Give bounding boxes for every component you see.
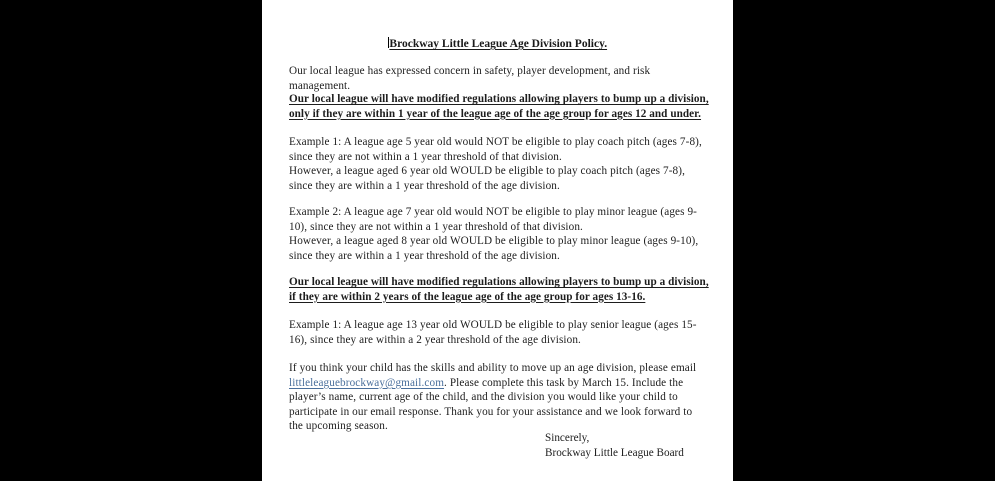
paragraph-example-2: [289, 205, 709, 263]
email-instructions-suffix: . Please complete this task by March 15. Include the player’s name, current age of the child, and the division you would like your child to participate in our email response. Thank you for your assistance and we look forward to the upcoming season.: [289, 376, 693, 433]
example-3-text: Example 1: A league age 13 year old WOULD be eligible to play senior league (ages 15-16), since they are within a 2 year threshold of the age division.: [289, 319, 697, 346]
paragraph-rule-13-to-16: [289, 275, 709, 304]
signature-sender: Brockway Little League Board: [545, 446, 684, 459]
document-page-content: [262, 0, 733, 481]
paragraph-rule-13-to-16-text: Our local league will have modified regulations allowing players to bump up a division, if they are within 2 years of the league age of the age group for ages 13-16.: [289, 276, 709, 303]
example-1-line-1: Example 1: A league age 5 year old would NOT be eligible to play coach pitch (ages 7-8), since they are not within a 1 year threshold of that division.: [289, 136, 702, 163]
paragraph-example-1: [289, 135, 709, 193]
paragraph-email-instructions: [289, 361, 709, 434]
document-title-text: Brockway Little League Age Division Policy.: [389, 38, 608, 50]
signature-closing: Sincerely,: [545, 432, 590, 444]
paragraph-example-3: [289, 318, 709, 347]
paragraph-intro: [289, 64, 709, 93]
signature-block: [545, 431, 684, 460]
example-2-line-1: Example 2: A league age 7 year old would NOT be eligible to play minor league (ages 9-10), since they are not within a 1 year threshold of that division.: [289, 206, 698, 233]
paragraph-intro-text: Our local league has expressed concern in safety, player development, and risk management.: [289, 65, 651, 92]
email-link[interactable]: littleleaguebrockway@gmail.com: [289, 376, 445, 389]
paragraph-rule-12-and-under: [289, 92, 709, 121]
example-2-line-2: However, a league aged 8 year old WOULD be eligible to play minor league (ages 9-10), since they are within a 1 year threshold of the age division.: [289, 235, 699, 262]
document-page: [262, 0, 733, 481]
document-title: [289, 37, 706, 51]
email-instructions-prefix: If you think your child has the skills and ability to move up an age division, please email: [289, 362, 697, 374]
paragraph-rule-12-and-under-text: Our local league will have modified regulations allowing players to bump up a division, only if they are within 1 year of the league age of the age group for ages 12 and under.: [289, 93, 709, 120]
example-1-line-2: However, a league aged 6 year old WOULD be eligible to play coach pitch (ages 7-8), since they are within a 1 year threshold of the age division.: [289, 165, 686, 192]
